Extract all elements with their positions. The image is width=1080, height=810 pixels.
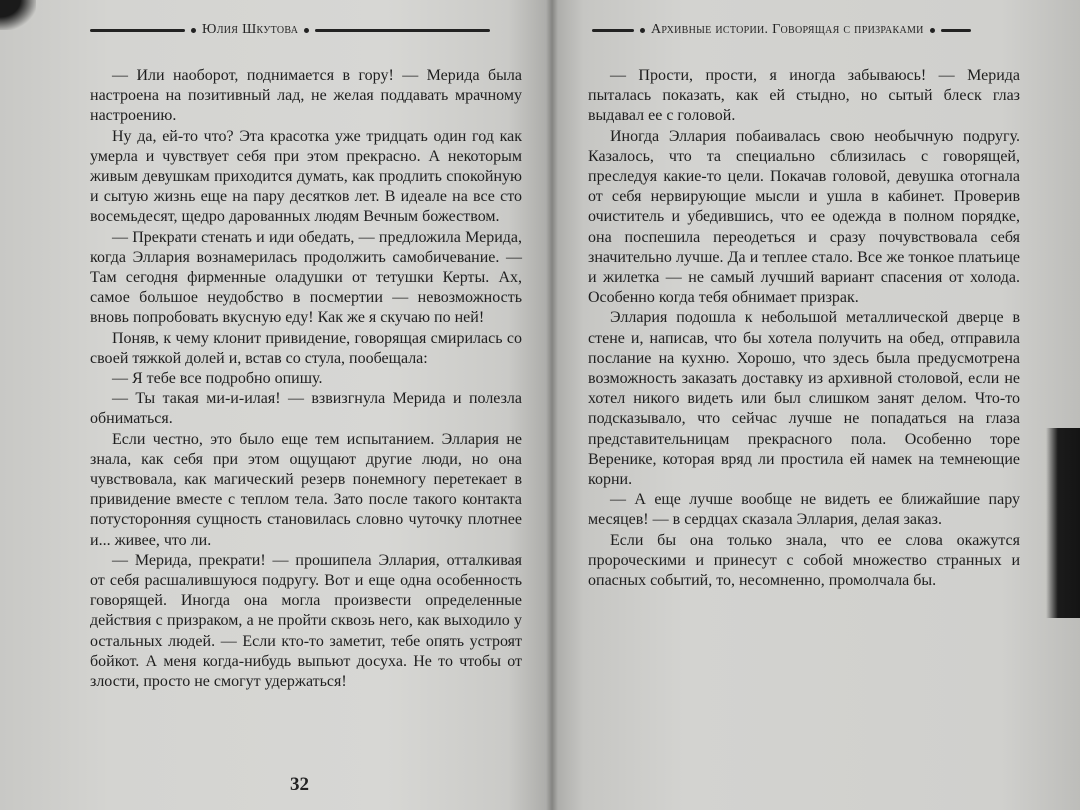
header-dot	[930, 28, 935, 33]
paragraph: Ну да, ей-то что? Эта красотка уже тридцать один год как умерла и чувствует себя при этом прекрасно. А некоторым живым девушкам приходится думать, как продлить спокойную и сытую жизнь еще на пару десятков лет. В идеале на все сто восемьдесят, щедро дарованных людям Вечным божеством.	[90, 127, 522, 226]
paragraph: — Ты такая ми-и-илая! — взвизгнула Мерида и полезла обниматься.	[90, 390, 522, 428]
paragraph: Эллария подошла к небольшой металлической дверце в стене и, написав, что бы хотела получить на обед, отправила послание на кухню. Хорошо, что здесь была предусмотрена возможность заказать доставку из архивной столовой, если не хотел никого видеть или был слишком занят делом. Что-то подсказывало, что сейчас лучше не попадаться на глаза представительницам прекрасного пола. Особенно торе Веренике, которая вряд ли простила ей намек на темнеющие корни.	[588, 309, 1020, 489]
paragraph: Если бы она только знала, что ее слова окажутся пророческими и принесут с собой множество странных и опасных событий, то, несомненно, промолчала бы.	[588, 531, 1020, 590]
right-page-text	[588, 66, 1020, 591]
header-rule	[941, 29, 971, 32]
paragraph: Если честно, это было еще тем испытанием. Эллария не знала, как себя при этом ощущают другие люди, но она чувствовала, как магический резерв понемногу перетекает в привидение вместе с теплом тела. Зато после такого контакта потусторонняя сущность становилась словно чуточку плотнее и... живее, что ли.	[90, 430, 522, 549]
right-running-head	[592, 22, 1042, 38]
paragraph: Поняв, к чему клонит привидение, говорящая смирилась со своей тяжкой долей и, встав со стула, пообещала:	[90, 329, 522, 367]
left-running-head	[90, 22, 490, 38]
paragraph: — Прекрати стенать и иди обедать, — предложила Мерида, когда Эллария вознамерилась продолжить самобичевание. — Там сегодня фирменные оладушки от тетушки Керты. Ах, самое большое неудобство в посмертии — невозможность вновь попробовать вкусную еду! Как же я скучаю по ней!	[90, 228, 522, 327]
book-title: Архивные истории. Говорящая с призраками	[651, 22, 924, 37]
header-dot	[640, 28, 645, 33]
right-page	[552, 0, 1080, 810]
page-number: 32	[290, 774, 309, 795]
paragraph: — Мерида, прекрати! — прошипела Эллария, отталкивая от себя расшалившуюся подругу. Вот и еще одна особенность говорящей. Иногда она могла произвести определенные действия с призраком, а не пройти сквозь него, как выходило у остальных людей. — Если кто-то заметит, тебе опять устроят бойкот. А меня когда-нибудь выпьют досуха. Не то чтобы от злости, просто не смогут удержаться!	[90, 551, 522, 691]
paragraph: — А еще лучше вообще не видеть ее ближайшие пару месяцев! — в сердцах сказала Эллария, делая заказ.	[588, 491, 1020, 529]
header-rule	[90, 29, 185, 32]
background-edge	[1046, 428, 1080, 618]
background-edge	[0, 0, 36, 30]
paragraph: — Прости, прости, я иногда забываюсь! — Мерида пыталась показать, как ей стыдно, но сытый блеск глаз выдавал ее с головой.	[588, 67, 1020, 125]
paragraph: Иногда Эллария побаивалась свою необычную подругу. Казалось, что та специально сблизилась с говорящей, преследуя какие-то цели. Покачав головой, девушка отогнала от себя нервирующие мысли и ушла в кабинет. Проверив очиститель и убедившись, что ее одежда в полном порядке, она поспешила переодеться и сразу почувствовала себя значительно лучше. Да и теплее стало. Все же тонкое платьице и жилетка — не самый лучший вариант спасения от холода. Особенно когда тебя обнимает призрак.	[588, 127, 1020, 307]
header-dot	[191, 28, 196, 33]
header-dot	[304, 28, 309, 33]
book-gutter	[546, 0, 558, 810]
header-rule	[315, 29, 490, 32]
author-name: Юлия Шкутова	[202, 22, 299, 37]
left-page-text	[90, 66, 522, 692]
paragraph: — Или наоборот, поднимается в гору! — Мерида была настроена на позитивный лад, не желая поддавать мрачному настроению.	[90, 67, 522, 125]
paragraph: — Я тебе все подробно опишу.	[112, 370, 323, 388]
header-rule	[592, 29, 634, 32]
